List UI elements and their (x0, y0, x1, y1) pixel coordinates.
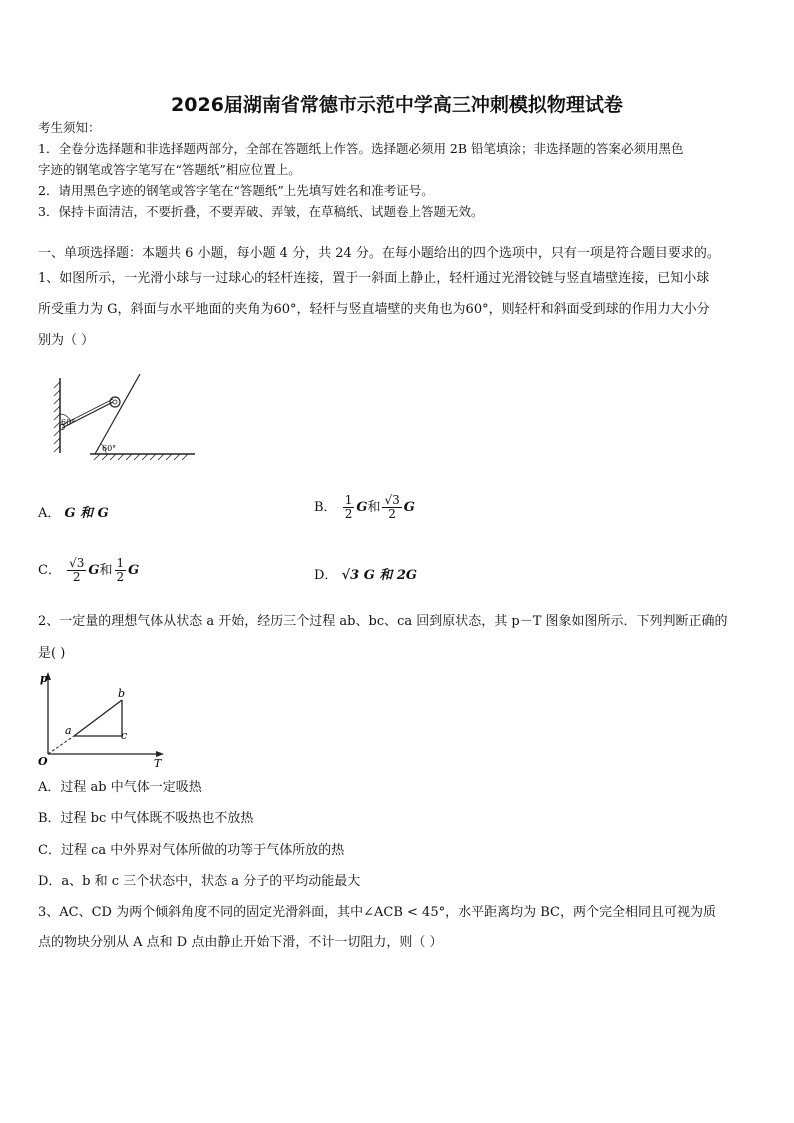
q1-stem-line-3: 别为（ ） (38, 333, 95, 348)
fraction: $\frac{√3}{2}$ (69, 556, 85, 584)
q2-stem-line-2: 是( ) (38, 646, 66, 661)
point-b-label: b (118, 687, 126, 700)
q3-stem-line-2: 点的物块分别从 A 点和 D 点由静止开始下滑，不计一切阻力，则（ ） (38, 935, 443, 950)
option-letter: A． (38, 506, 61, 521)
q2-stem-line-1: 2、一定量的理想气体从状态 a 开始，经历三个过程 ab、bc、ca 回到原状态，其 p－T 图象如图所示．下列判断正确的 (38, 614, 728, 629)
q2-option-d: D．a、b 和 c 三个状态中，状态 a 分子的平均动能最大 (38, 874, 361, 889)
q1-option-d (314, 567, 417, 585)
q1-figure (50, 368, 200, 463)
option-text: G 和 G (64, 506, 109, 521)
q1-wall-angle-label: 60° (61, 418, 76, 427)
option-letter: C． (38, 563, 61, 578)
notice-item-1-line-1: 1．全卷分选择题和非选择题两部分，全部在答题纸上作答。选择题必须用 2B 铅笔填涂；非选择题的答案必须用黑色 (38, 141, 684, 156)
fraction: $\frac{1}{2}$ (116, 556, 125, 584)
q2-option-a: A．过程 ab 中气体一定吸热 (38, 780, 202, 795)
notice-heading: 考生须知： (38, 120, 101, 135)
q1-stem-line-1: 1、如图所示，一光滑小球与一过球心的轻杆连接，置于一斜面上静止，轻杆通过光滑铰链与竖直墙壁连接，已知小球 (38, 271, 710, 286)
notice-item-1-line-2: 字迹的钢笔或答字笔写在“答题纸”相应位置上。 (38, 162, 301, 177)
option-letter: D． (314, 568, 338, 583)
q1-slope-angle-label: 60° (102, 444, 117, 453)
q1-option-a (38, 505, 109, 523)
q2-option-b: B．过程 bc 中气体既不吸热也不放热 (38, 811, 254, 826)
p-axis-label: p (40, 672, 48, 685)
q3-stem-line-1: 3、AC、CD 为两个倾斜角度不同的固定光滑斜面，其中∠ACB < 45°，水平距离均为 BC，两个完全相同且可视为质 (38, 905, 716, 920)
section-heading: 一、单项选择题：本题共 6 小题，每小题 4 分，共 24 分。在每小题给出的四个选项中，只有一项是符合题目要求的。 (38, 246, 720, 261)
notice-item-2: 2．请用黑色字迹的钢笔或答字笔在“答题纸”上先填写姓名和准考证号。 (38, 183, 434, 198)
page-title: 2026届湖南省常德市示范中学高三冲刺模拟物理试卷 (171, 94, 623, 116)
q1-option-c: C． $\frac{√3}{2}$ G和 $\frac{1}{2}$ G (38, 556, 140, 584)
point-c-label: c (121, 729, 128, 742)
option-text: √3 G 和 2G (341, 568, 417, 583)
point-a-label: a (65, 724, 72, 737)
fraction: $\frac{√3}{2}$ (384, 493, 400, 521)
notice-item-3: 3．保持卡面清洁，不要折叠，不要弄破、弄皱，在草稿纸、试题卷上答题无效。 (38, 204, 484, 219)
q2-option-c: C．过程 ca 中外界对气体所做的功等于气体所放的热 (38, 843, 345, 858)
fraction: $\frac{1}{2}$ (344, 493, 353, 521)
option-letter: B． (314, 500, 337, 515)
q1-stem-line-2: 所受重力为 G，斜面与水平地面的夹角为60°，轻杆与竖直墙壁的夹角也为60°，则轻杆和斜面受到球的作用力大小分 (38, 302, 710, 317)
q2-pT-graph (36, 670, 171, 772)
q1-option-b: B． $\frac{1}{2}$ G和 $\frac{√3}{2}$ G (314, 493, 415, 521)
t-axis-label: T (154, 757, 162, 770)
origin-label: O (38, 755, 48, 768)
